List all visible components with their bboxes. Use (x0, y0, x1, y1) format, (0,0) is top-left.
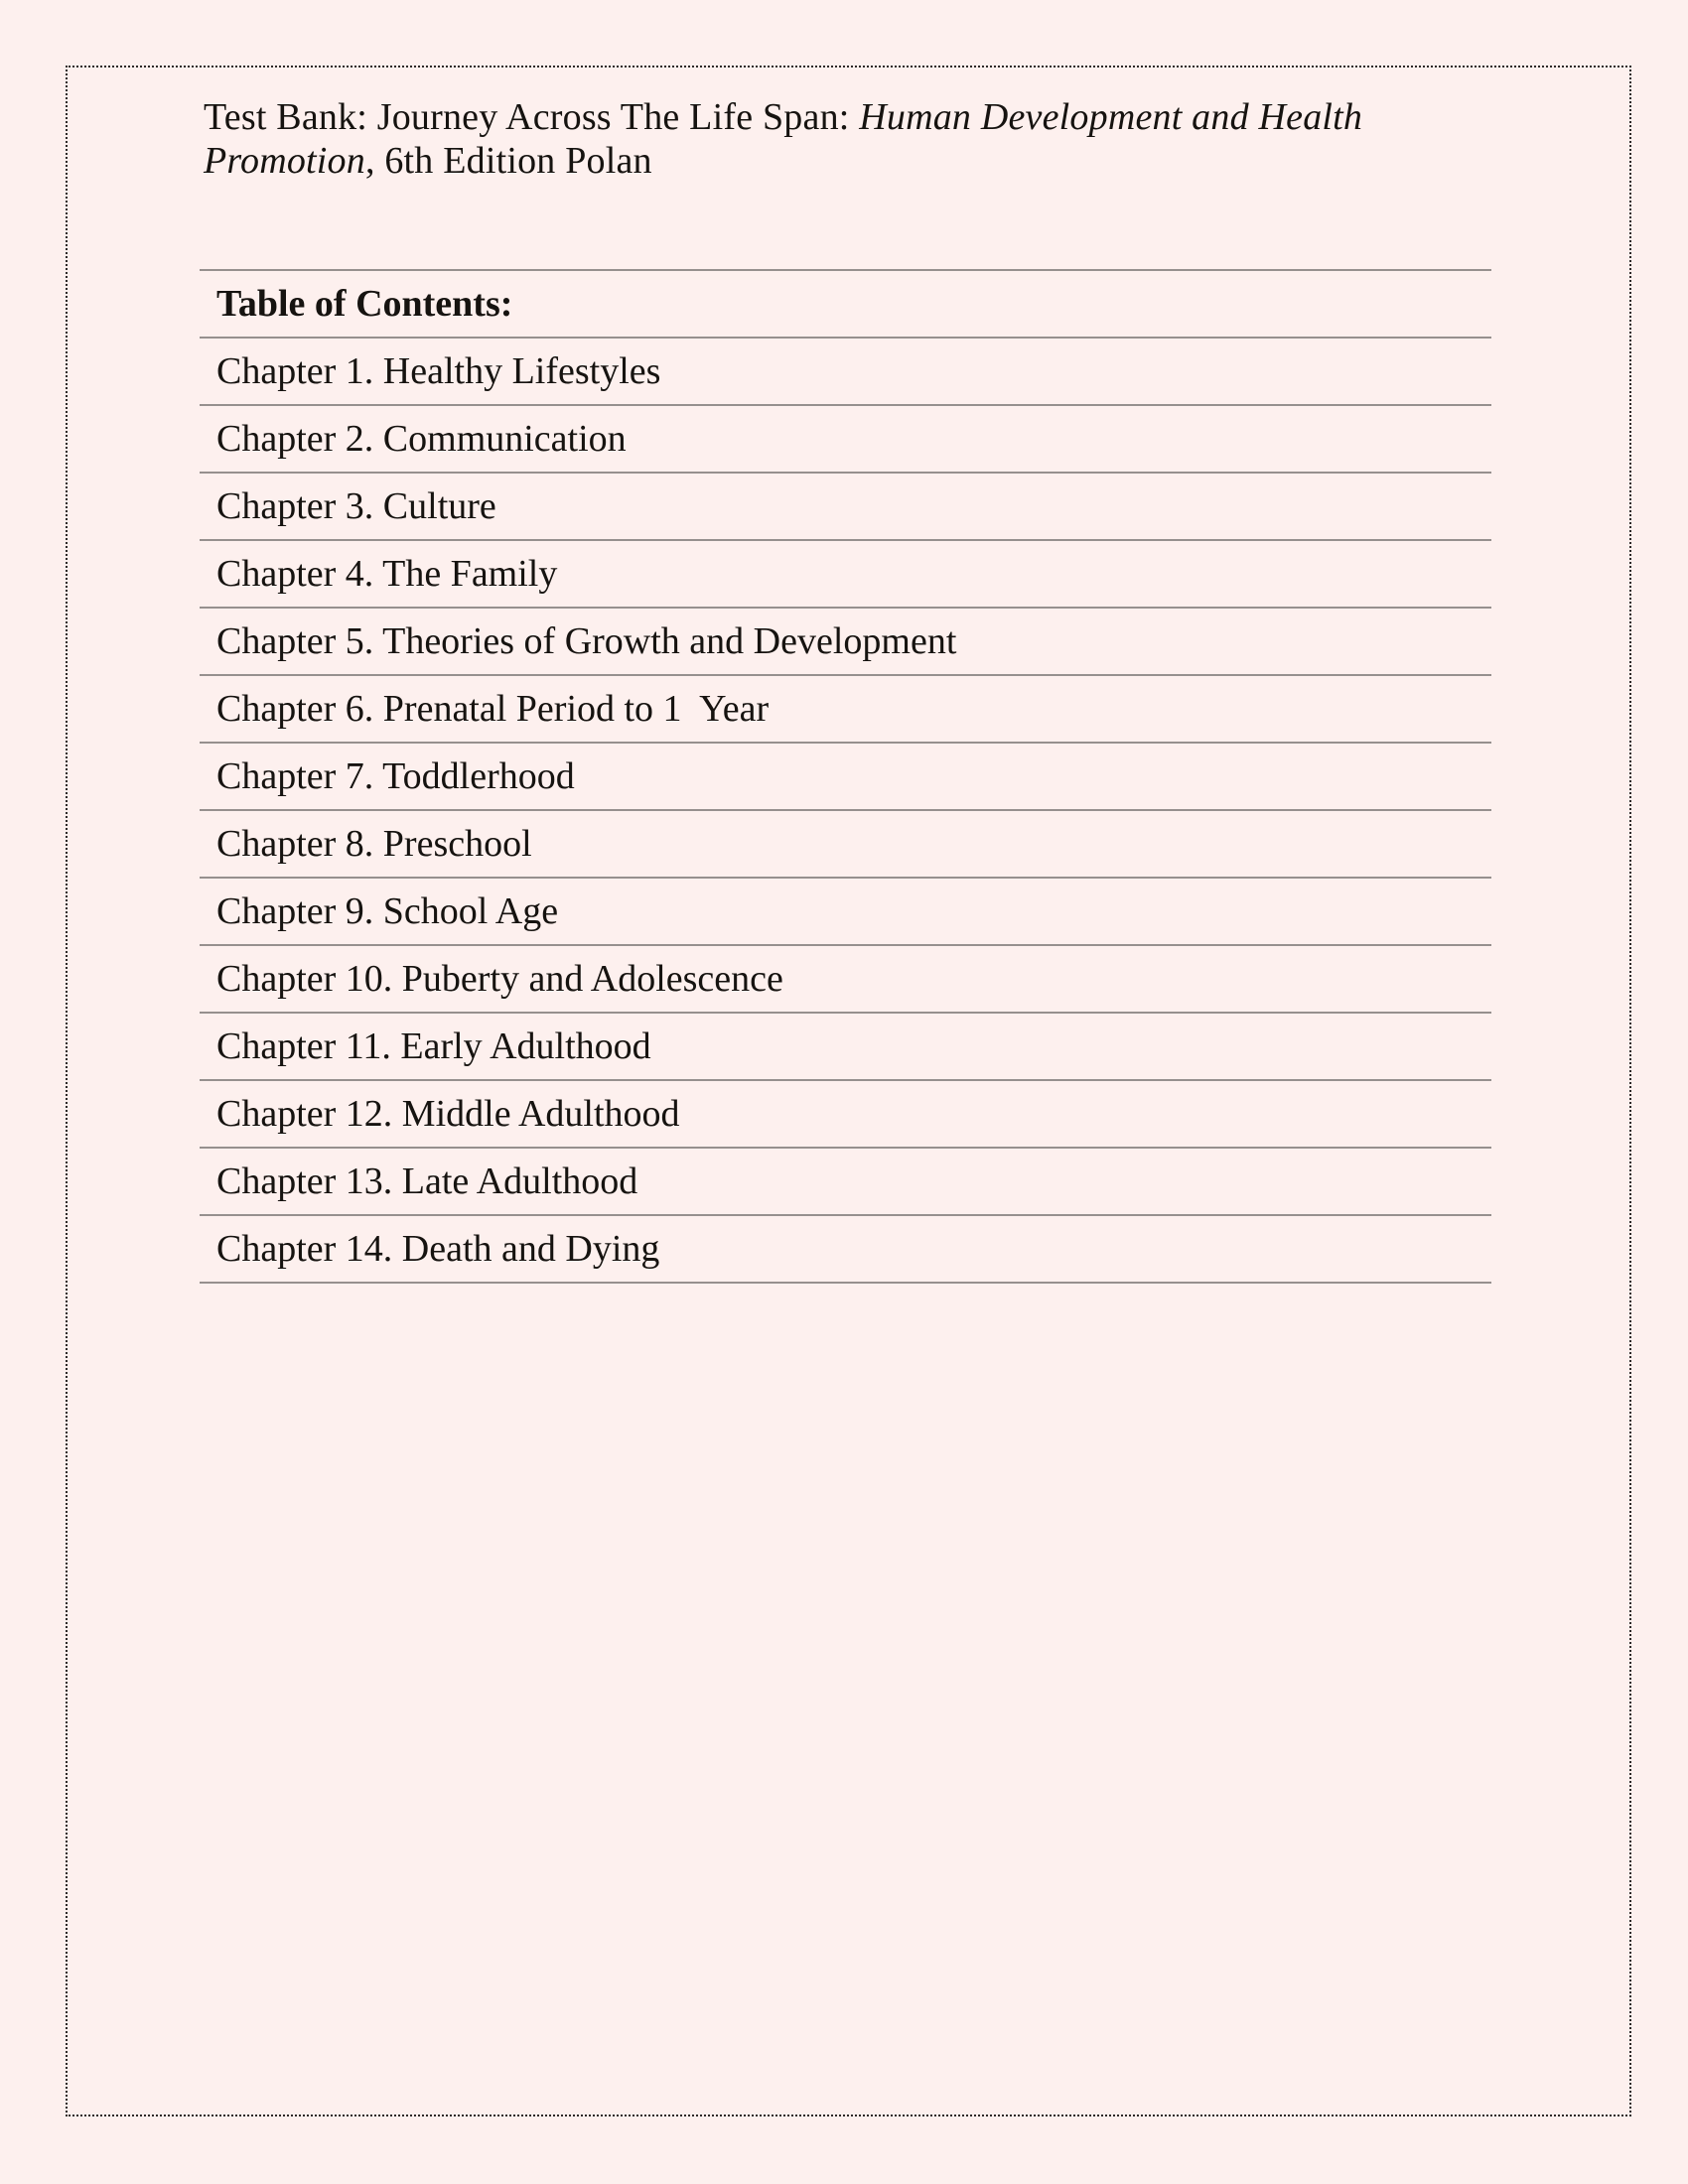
toc-chapter-label: Chapter 8. Preschool (216, 823, 532, 865)
toc-row-chapter-14 (200, 1216, 1491, 1284)
toc-row-chapter-10 (200, 946, 1491, 1014)
toc-chapter-label: Chapter 7. Toddlerhood (216, 755, 575, 797)
toc-chapter-label: Chapter 4. The Family (216, 553, 558, 595)
toc-chapter-label: Chapter 9. School Age (216, 890, 559, 932)
toc-header-label: Table of Contents: (216, 283, 513, 325)
toc-row-chapter-3 (200, 474, 1491, 541)
title-segment-normal-1: Test Bank: Journey Across The Life Span: (204, 96, 860, 138)
title-segment-italic-1: Human Development and Health (859, 96, 1363, 138)
toc-chapter-label: Chapter 13. Late Adulthood (216, 1160, 638, 1202)
toc-row-chapter-2 (200, 406, 1491, 474)
document-title (204, 95, 1494, 183)
toc-chapter-label: Chapter 3. Culture (216, 485, 496, 527)
toc-chapter-label: Chapter 14. Death and Dying (216, 1228, 660, 1270)
toc-chapter-label: Chapter 2. Communication (216, 418, 627, 460)
title-segment-normal-2: , 6th Edition Polan (364, 140, 652, 182)
toc-row-chapter-4 (200, 541, 1491, 609)
toc-chapter-label: Chapter 11. Early Adulthood (216, 1025, 651, 1067)
toc-chapter-label: Chapter 10. Puberty and Adolescence (216, 958, 783, 1000)
toc-chapter-label: Chapter 5. Theories of Growth and Development (216, 620, 957, 662)
title-segment-italic-2: Promotion (204, 140, 365, 182)
toc-chapter-label: Chapter 1. Healthy Lifestyles (216, 350, 661, 392)
toc-row-chapter-7 (200, 744, 1491, 811)
table-of-contents (200, 269, 1491, 1284)
toc-row-chapter-11 (200, 1014, 1491, 1081)
toc-row-chapter-1 (200, 339, 1491, 406)
toc-row-chapter-12 (200, 1081, 1491, 1149)
toc-chapter-label: Chapter 12. Middle Adulthood (216, 1093, 680, 1135)
toc-chapter-label: Chapter 6. Prenatal Period to 1 Year (216, 688, 770, 730)
toc-row-chapter-5 (200, 609, 1491, 676)
toc-row-chapter-6 (200, 676, 1491, 744)
toc-row-chapter-13 (200, 1149, 1491, 1216)
toc-row-chapter-8 (200, 811, 1491, 879)
toc-header-row (200, 271, 1491, 339)
toc-row-chapter-9 (200, 879, 1491, 946)
